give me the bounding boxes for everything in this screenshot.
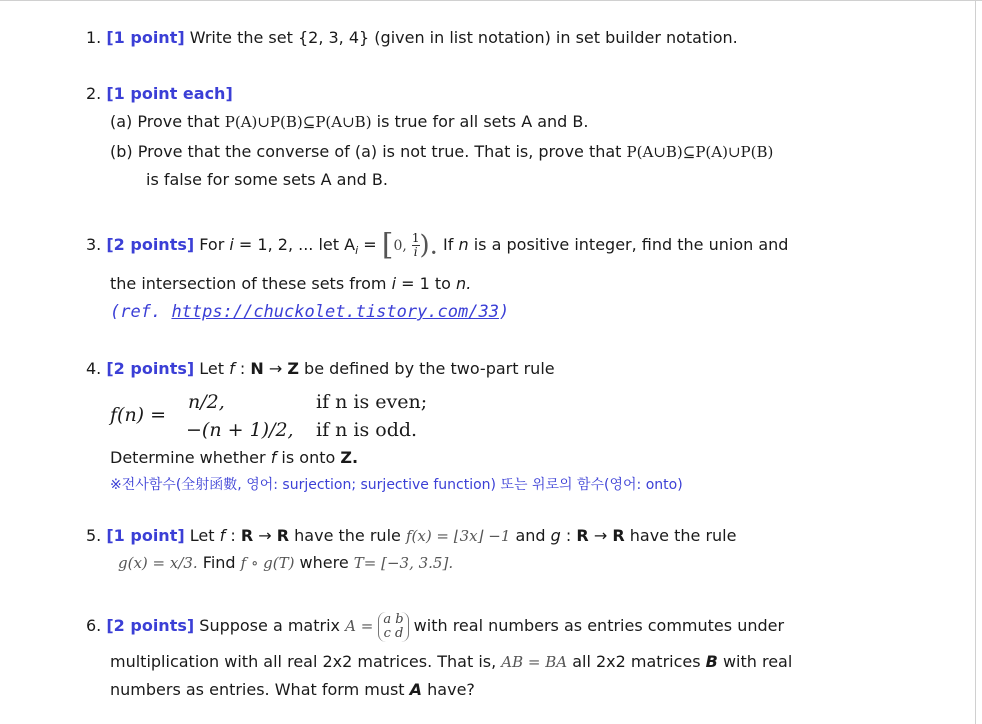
text: with real [722, 652, 793, 671]
text: have? [427, 680, 475, 699]
var-f: f [270, 448, 277, 467]
set-Z: Z. [340, 448, 359, 467]
question-2b-cont [146, 169, 388, 191]
var-i: i [229, 235, 234, 254]
text: Let [199, 359, 225, 378]
question-3-line2 [110, 273, 471, 295]
g-rule: g(x) = x/3. [118, 554, 198, 572]
text: have the rule [294, 526, 401, 545]
question-2a [110, 111, 588, 133]
frac-num: 1 [411, 231, 420, 245]
text: and [515, 526, 546, 545]
matrix-row-1: a b [383, 611, 404, 627]
colon: : [230, 526, 236, 545]
points-badge: [2 points] [106, 359, 195, 378]
korean-note: ※전사함수(全射函數, 영어: surjection; surjective function) 또는 위로의 함수(영어: onto) [110, 477, 683, 493]
set-N: N [250, 359, 264, 378]
matrix-row-2: c d [383, 625, 404, 641]
subscript-i: i [355, 244, 359, 258]
A-equals: A = [345, 617, 374, 635]
composition: f ∘ g(T) [240, 554, 295, 572]
points-badge: [2 points] [106, 616, 195, 635]
ref-label: (ref. [110, 302, 162, 322]
part-b-math: P(A∪B)⊆P(A)∪P(B) [626, 143, 774, 161]
matrix-B: B [705, 652, 718, 671]
question-2b [110, 141, 773, 163]
points-badge: [1 point] [106, 526, 185, 545]
text: Let [189, 526, 215, 545]
right-border [975, 0, 976, 724]
zero: 0, [393, 238, 407, 254]
question-4-determine [110, 447, 358, 469]
text: is onto [281, 448, 336, 467]
text: with real numbers as entries commutes under [413, 616, 785, 635]
matrix-A-ref: A [409, 680, 423, 699]
part-a-math: P(A)∪P(B)⊆P(A∪B) [224, 113, 372, 131]
part-b-cont: is false for some sets A and B. [146, 170, 388, 189]
text: where [299, 553, 349, 572]
text: is a positive integer, find the union and [473, 235, 789, 254]
ref-close: ) [498, 302, 510, 322]
T-definition: T= [−3, 3.5]. [353, 554, 454, 572]
question-5 [86, 525, 736, 547]
reference-link[interactable]: https://chuckolet.tistory.com/33 [171, 302, 499, 322]
arrow: → [593, 526, 608, 545]
question-number: 4. [86, 359, 102, 378]
var-g: g [550, 526, 561, 545]
question-number: 6. [86, 616, 102, 635]
text: the intersection of these sets from [110, 274, 387, 293]
reference-line [110, 301, 509, 323]
case-2-cond: if n is odd. [316, 419, 418, 441]
part-a-post: is true for all sets A and B. [376, 112, 589, 131]
text: Suppose a matrix [199, 616, 340, 635]
text: If [443, 235, 454, 254]
question-5-line2 [118, 552, 453, 574]
set-R: R [612, 526, 625, 545]
question-6-line2 [110, 651, 792, 673]
text: = 1, 2, ... let A [238, 235, 356, 254]
text: = 1 to [401, 274, 451, 293]
question-number: 2. [86, 84, 102, 103]
left-bracket: [ [381, 227, 394, 263]
set-R: R [276, 526, 290, 545]
right-paren: ). [419, 230, 438, 261]
question-number: 3. [86, 235, 102, 254]
points-badge: [1 point] [106, 28, 185, 47]
question-6 [86, 606, 784, 646]
var-n: n [458, 235, 469, 254]
arrow: → [268, 359, 283, 378]
case-1-cond: if n is even; [316, 391, 428, 413]
question-number: 1. [86, 28, 102, 47]
set-Z: Z [287, 359, 299, 378]
colon: : [565, 526, 572, 545]
part-a-text: (a) Prove that [110, 112, 220, 131]
equals: = [363, 235, 377, 254]
AB-eq-BA: AB = BA [501, 653, 568, 671]
fraction-1-over-i [412, 232, 420, 259]
var-n: n. [456, 274, 472, 293]
piecewise-lhs: f(n) = [110, 404, 167, 426]
matrix-A [378, 612, 408, 642]
arrow: → [258, 526, 272, 545]
text: have the rule [629, 526, 737, 545]
text: For [199, 235, 225, 254]
text: Determine whether [110, 448, 266, 467]
text: be defined by the two-part rule [304, 359, 555, 378]
text: all 2x2 matrices [572, 652, 701, 671]
points-badge: [2 points] [106, 235, 195, 254]
case-1-expr: n/2, [188, 391, 225, 413]
part-b-text: (b) Prove that the converse of (a) is not true. That is, prove that [110, 142, 622, 161]
text: numbers as entries. What form must [110, 680, 405, 699]
f-rule: f(x) = ⌊3x⌋ −1 [405, 527, 511, 545]
text: multiplication with all real 2x2 matrices. That is, [110, 652, 497, 671]
var-i: i [391, 274, 397, 293]
question-6-line3 [110, 679, 475, 701]
var-f: f [229, 359, 235, 378]
question-3 [86, 224, 788, 272]
colon: : [239, 359, 246, 378]
points-badge: [1 point each] [106, 84, 233, 103]
question-1 [86, 27, 738, 49]
var-f: f [219, 526, 226, 545]
question-number: 5. [86, 526, 102, 545]
set-R: R [240, 526, 254, 545]
question-2 [86, 83, 233, 105]
question-4 [86, 358, 555, 380]
top-border [0, 0, 982, 1]
text: Find [202, 553, 236, 572]
case-2-expr: −(n + 1)/2, [186, 419, 294, 441]
question-text: Write the set {2, 3, 4} (given in list notation) in set builder notation. [189, 28, 738, 47]
set-R: R [576, 526, 589, 545]
frac-den: i [413, 245, 418, 259]
